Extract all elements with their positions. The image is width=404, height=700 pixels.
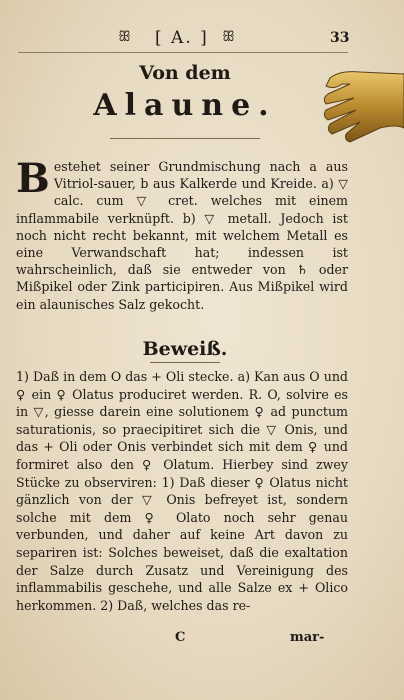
running-header xyxy=(0,28,404,52)
section-heading: Beweiß. xyxy=(142,338,228,360)
chapter-title-line1: Von dem xyxy=(139,62,231,84)
catchword: mar- xyxy=(290,630,325,645)
title-rule xyxy=(110,138,260,139)
ornament-left: ꕥ xyxy=(118,29,131,45)
page-number: 33 xyxy=(330,30,350,46)
header-rule xyxy=(18,52,348,53)
section-body-text: 1) Daß in dem O das + Oli stecke. a) Kan aus O und ♀ ein ♀ Olatus produciret werden. R. O, solvire es in ▽, giesse darein eine solutionem ♀ ad punctum saturationis, so praecipitiret sich die ▽ Onis, und das + Oli oder Onis verbindet sich mit dem ♀ und formiret also den ♀ Olatum. Hierbey sind zwey Stücke zu observiren: 1) Daß dieser ♀ Olatus nicht gänzlich von der ▽ Onis befreyet ist, sondern solche mit dem ♀ Olato noch sehr genau verbunden, und daher auf keine Art davon zu separiren ist: Solches beweiset, daß die exaltation der Salze durch Zusatz und Vereinigung des inflammabilis geschehe, und alle Salze ex + Olico herkommen. 2) Daß, welches das re- xyxy=(16,369,348,613)
section-body xyxy=(16,368,348,614)
paragraph-intro xyxy=(16,155,348,313)
brass-hand-weight-icon xyxy=(320,64,404,150)
header-signature: [ A. ] xyxy=(155,28,209,48)
paragraph-intro-text: estehet seiner Grundmischung nach a aus Vitriol-sauer, b aus Kalkerde und Kreide. a) ▽ calc. cum ▽ cret. welches mit einem inflammabile verknüpft. b) ▽ metall. Jedoch ist noch nicht recht bekannt, mit welchem Metall es eine Verwandschaft hat; indessen ist wahrscheinlich, daß sie entweder von ♄ oder Mißpikel oder Zink participiren. Aus Mißpikel wird ein alaunisches Salz gekocht. xyxy=(16,159,348,312)
ornament-right: ꕥ xyxy=(222,29,235,45)
signature-mark: C xyxy=(175,630,186,645)
drop-cap: B xyxy=(16,155,50,202)
section-rule xyxy=(150,362,220,363)
chapter-title-line2: Alaune. xyxy=(93,88,277,123)
